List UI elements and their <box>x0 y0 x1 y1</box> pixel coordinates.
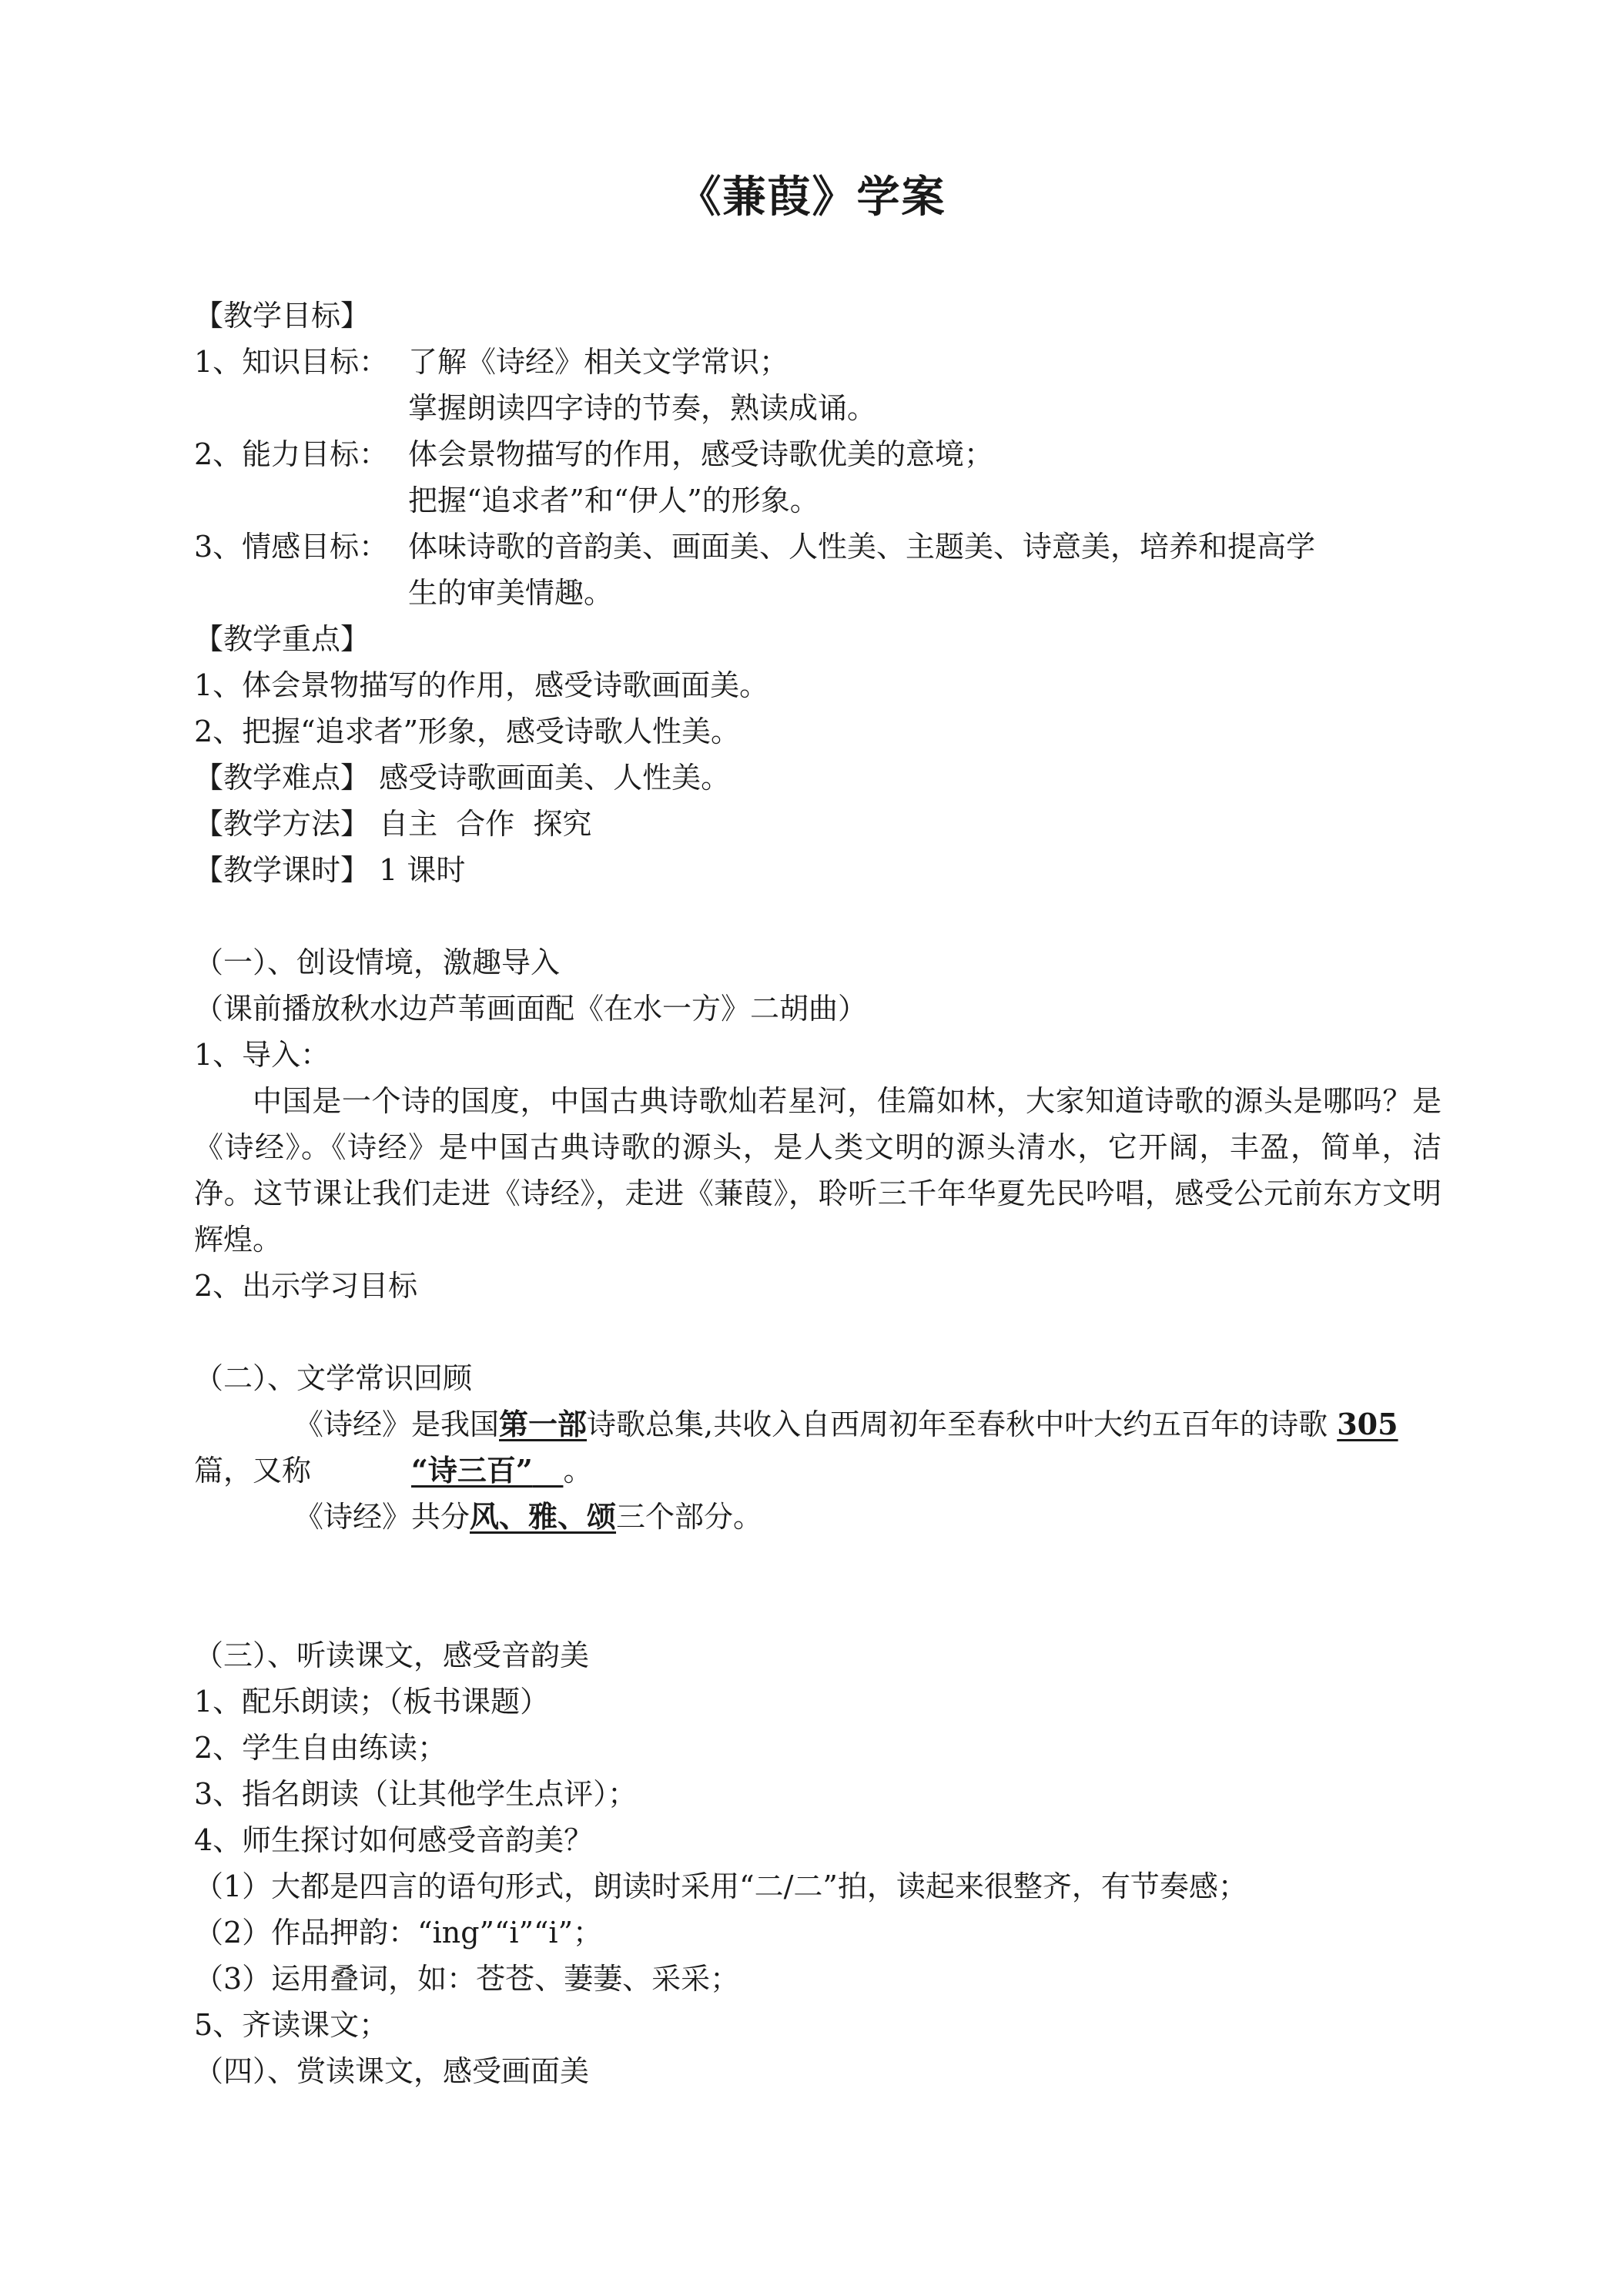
objective-text: 了解《诗经》相关文学常识； <box>408 345 789 379</box>
alias-text: “诗三百” <box>411 1453 533 1488</box>
section-3-heading: （三）、听读课文，感受音韵美 <box>194 1638 590 1672</box>
spacer <box>194 893 1442 939</box>
blank-alias <box>311 1448 563 1494</box>
objective-text-cont: 生的审美情趣。 <box>408 576 614 610</box>
objective-label: 3、情感目标： <box>194 530 389 564</box>
section-3-item: 1、配乐朗读；（板书课题） <box>194 1685 550 1719</box>
blank-first-collection: 第一部 <box>499 1407 588 1441</box>
spacer <box>194 1540 1442 1632</box>
section-2-heading: （二）、文学常识回顾 <box>194 1361 473 1395</box>
objective-text-cont: 把握“追求者”和“伊人”的形象。 <box>408 484 819 517</box>
difficulty-row <box>194 755 1442 801</box>
spacer <box>194 1309 1442 1355</box>
document-body <box>194 293 1442 2094</box>
difficulty-text: 感受诗歌画面美、人性美。 <box>379 761 731 795</box>
objective-text-cont: 掌握朗读四字诗的节奏，熟读成诵。 <box>408 391 877 425</box>
section-4-heading: （四）、赏读课文，感受画面美 <box>194 2054 590 2088</box>
section-2-paragraph-2 <box>194 1494 1442 1540</box>
key-point-item: 2、把握“追求者”形象，感受诗歌人性美。 <box>194 715 741 748</box>
section-1-intro-paragraph: 中国是一个诗的国度，中国古典诗歌灿若星河，佳篇如林，大家知道诗歌的源头是哪吗？是《诗经》。《诗经》是中国古典诗歌的源头，是人类文明的源头清水，它开阔，丰盈，简单，洁净。这节课让我们走进《诗经》，走进《蒹葭》，聆听三千年华夏先民吟唱，感受公元前东方文明辉煌。 <box>194 1084 1442 1257</box>
key-point-item: 1、体会景物描写的作用，感受诗歌画面美。 <box>194 668 769 702</box>
section-1-item-2: 2、出示学习目标 <box>194 1269 418 1303</box>
blank-parts: 风、雅、颂 <box>470 1499 617 1534</box>
text-run: 。 <box>563 1454 593 1488</box>
objective-ability <box>194 431 1442 477</box>
section-1-note: （课前播放秋水边芦苇画面配《在水一方》二胡曲） <box>194 992 868 1026</box>
text-run: 诗歌总集,共收入自西周初年至春秋中叶大约五百年的诗歌 <box>587 1407 1328 1441</box>
section-3-subitem: （2）作品押韵：“ing”“i”“i”； <box>194 1916 602 1950</box>
text-run: 篇，又称 <box>194 1454 312 1488</box>
hours-label: 【教学课时】 <box>194 853 370 887</box>
section-3-subitem: （1）大都是四言的语句形式，朗读时采用“二/二”拍，读起来很整齐，有节奏感； <box>194 1869 1247 1903</box>
method-label: 【教学方法】 <box>194 807 370 841</box>
section-1-intro-label: 1、导入： <box>194 1038 330 1072</box>
objective-label: 1、知识目标： <box>194 345 389 379</box>
section-3-item: 3、指名朗读（让其他学生点评）； <box>194 1777 638 1811</box>
key-points-header: 【教学重点】 <box>194 622 370 656</box>
objective-label: 2、能力目标： <box>194 437 389 471</box>
difficulty-label: 【教学难点】 <box>194 761 370 795</box>
objective-text: 体味诗歌的音韵美、画面美、人性美、主题美、诗意美，培养和提高学 <box>408 530 1316 564</box>
section-3-subitem: （3）运用叠词，如：苍苍、萋萋、采采； <box>194 1962 740 1996</box>
document-title: 《蒹葭》学案 <box>678 172 946 223</box>
text-run: 《诗经》是我国 <box>294 1407 500 1441</box>
hours-row <box>194 847 1442 893</box>
section-3-item: 4、师生探讨如何感受音韵美？ <box>194 1823 594 1857</box>
section-3-item: 2、学生自由练读； <box>194 1731 447 1765</box>
text-run: 三个部分。 <box>616 1500 763 1534</box>
method-text: 自主 合作 探究 <box>379 807 592 841</box>
hours-text: 1 课时 <box>379 853 466 887</box>
section-3-item: 5、齐读课文； <box>194 2008 389 2042</box>
objective-knowledge <box>194 339 1442 385</box>
objectives-header: 【教学目标】 <box>194 299 370 333</box>
section-1-heading: （一）、创设情境，激趣导入 <box>194 946 561 979</box>
method-row <box>194 801 1442 847</box>
blank-poem-count: 305 <box>1337 1407 1398 1441</box>
objective-text: 体会景物描写的作用，感受诗歌优美的意境； <box>408 437 994 471</box>
text-run: 《诗经》共分 <box>294 1500 470 1534</box>
objective-emotion <box>194 524 1442 570</box>
section-2-paragraph-1 <box>194 1401 1442 1494</box>
